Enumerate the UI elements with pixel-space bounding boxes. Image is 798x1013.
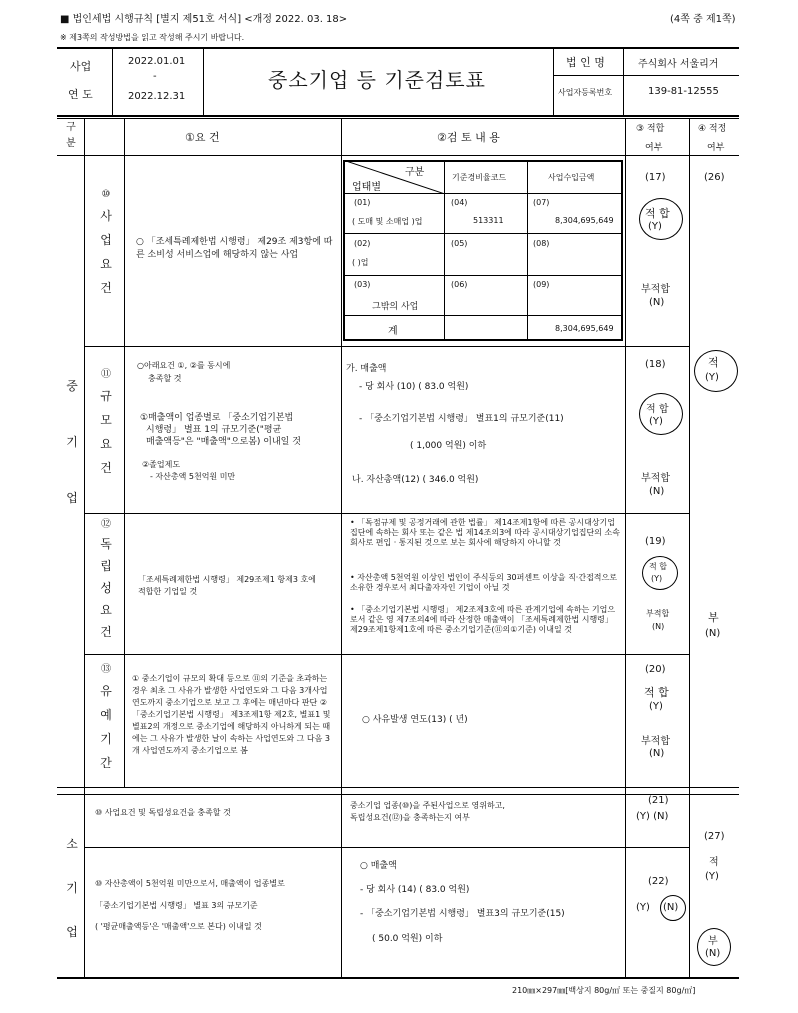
- fit27-ng-n: (N): [705, 948, 721, 959]
- fit20-ok-y: (Y): [649, 701, 663, 712]
- fit4-sme-ng: 부: [708, 611, 719, 624]
- small-rev2d: ( 50.0 억원) 이하: [372, 934, 443, 944]
- fit18-ok-y: (Y): [649, 416, 663, 427]
- fit19-ng-n: (N): [652, 622, 665, 631]
- fit19-ok-y: (Y): [651, 574, 663, 583]
- col-fit4: ④ 적정: [698, 124, 727, 134]
- inner-revenue: 사업수입금액: [548, 173, 595, 182]
- year-label-2: 연 도: [68, 88, 93, 101]
- small-req2b: 「중소기업기본법 시행령」 별표 3의 규모기준: [95, 901, 258, 910]
- fit4-sme-ng-n: (N): [705, 628, 721, 639]
- indep-rev2: • 자산총액 5천억원 이상인 법인이 주식등의 30퍼센트 이상을 직·간접적으로 소유한 경우로서 최다출자자인 기업이 아닐 것: [350, 573, 617, 592]
- fit20-ng: 부적합: [641, 736, 670, 747]
- row2-col2-no: (05): [451, 239, 468, 248]
- fit17-ok-y: (Y): [648, 221, 662, 232]
- fit17-ok: 적 합: [645, 207, 670, 220]
- fit18-ok: 적 합: [646, 404, 669, 415]
- scale-label: ⑪ 규 모 요 건: [100, 369, 112, 475]
- small-rev2c: - 「중소기업기본법 시행령」 별표3의 규모기준(15): [360, 909, 565, 919]
- row1-col2-no: (04): [451, 198, 468, 207]
- inner-gubun: 구분: [405, 167, 425, 178]
- small-req2c: ( '평균매출액등'은 '매출액'으로 본다) 이내일 것: [95, 922, 262, 931]
- grace-requirement: ① 중소기업이 규모의 확대 등으로 ⑪의 기준을 초과하는 경우 최초 그 사유가 발생한 사업연도와 그 다음 3개사업연도까지 중소기업으로 보고 그 후에는 매년마다 판단 ② 「중소기업기본법 시행령」 제3조제1항 제2호, 별표1 및 별표2의 개정으로 중소기업에 해당하지 아니하게 되는 때에는 그 사유가 발생한 날이 속하는 사업연도와 그 다음 3개 사업연도까지 중소기업으로 봄: [132, 674, 331, 755]
- row1-code: 513311: [473, 216, 504, 225]
- fit19-ok: 적 합: [649, 562, 667, 571]
- fit20-ng-n: (N): [649, 748, 665, 759]
- row3-col1-no: (03): [354, 280, 371, 289]
- fit27-ng: 부: [708, 936, 718, 947]
- inner-code: 기준경비율코드: [452, 173, 507, 182]
- row1-industry: ( 도매 및 소매업 )업: [352, 217, 423, 226]
- fit27-ok: 적: [709, 857, 719, 868]
- fit4-sme-ok: 적: [708, 356, 719, 369]
- sum-value: 8,304,695,649: [555, 324, 614, 333]
- scale-rev4: ( 1,000 억원) 이하: [410, 441, 487, 451]
- form-title: 중소기업 등 기준검토표: [268, 68, 486, 92]
- instruction-note: ※ 제3쪽의 작성방법을 읽고 작성해 주시기 바랍니다.: [60, 33, 245, 42]
- fit18-no: (18): [645, 359, 666, 370]
- indep-rev1: • 「독점규제 및 공정거래에 관한 법률」 제14조제1항에 따른 공시대상기업집단에 속하는 회사 또는 같은 법 제14조의3에 따라 공시대상기업집단의 소속회사로 편입 · 통지된 것으로 보는 회사에 해당하지 아니할 것: [350, 518, 620, 547]
- fit27-ok-y: (Y): [705, 871, 719, 882]
- small-rev2b: - 당 회사 (14) ( 83.0 억원): [360, 885, 470, 895]
- fit18-ng: 부적합: [641, 473, 670, 484]
- col-review: ②검 토 내 용: [437, 131, 500, 144]
- fit27-no: (27): [704, 831, 725, 842]
- scale-req2b: 시행령」 별표 1의 규모기준("평균: [146, 425, 282, 435]
- indep-rev3: • 「중소기업기본법 시행령」 제2조제3호에 따른 관계기업에 속하는 기업으로서 같은 영 제7조의4에 따라 산정한 매출액이 「조세특례제한법 시행령」 제29조제1항제1호에 따른 중소기업기준(⑪의①기준) 이내일 것: [350, 605, 616, 634]
- grace-rev: ○ 사유발생 연도(13) ( 년): [362, 715, 468, 725]
- fit17-ng-n: (N): [649, 297, 665, 308]
- fit18-ng-n: (N): [649, 486, 665, 497]
- fit22-no: (22): [648, 876, 669, 887]
- scale-rev3: - 「중소기업기본법 시행령」 별표1의 규모기준(11): [359, 414, 564, 424]
- biz-label: ⑩ 사 업 요 건: [100, 189, 112, 295]
- fit21-yn: (Y) (N): [636, 811, 669, 822]
- fit20-no: (20): [645, 664, 666, 675]
- row3-col3-no: (09): [533, 280, 550, 289]
- row1-revenue: 8,304,695,649: [555, 216, 614, 225]
- small-rev2: ○ 매출액: [360, 861, 397, 871]
- row1-col3-no: (07): [533, 198, 550, 207]
- period-start: 2022.01.01: [128, 56, 186, 67]
- col-fit3: ③ 적합: [636, 124, 665, 134]
- scale-req3b: - 자산총액 5천억원 미만: [150, 472, 236, 481]
- scale-req2: ①매출액이 업종별로 「중소기업기본법: [140, 413, 294, 423]
- scale-req3: ②졸업제도: [142, 460, 181, 469]
- scale-rev1: 가. 매출액: [346, 364, 387, 374]
- indep-label: ⑫ 독 립 성 요 건: [100, 519, 112, 639]
- sum-label: 계: [388, 326, 398, 337]
- scale-rev2: - 당 회사 (10) ( 83.0 억원): [359, 382, 469, 392]
- col-requirements: ①요 건: [185, 131, 220, 144]
- inner-industry: 업태별: [352, 182, 381, 193]
- col-fit3b: 여부: [645, 143, 663, 153]
- fit26-no: (26): [704, 172, 725, 183]
- scale-rev5: 나. 자산총액(12) ( 346.0 억원): [352, 475, 479, 485]
- fit17-no: (17): [645, 172, 666, 183]
- form-reference: ■ 법인세법 시행규칙 [별지 제51호 서식] <개정 2022. 03. 18>: [60, 14, 348, 25]
- row2-col3-no: (08): [533, 239, 550, 248]
- fit22-y: (Y): [636, 902, 650, 913]
- small-side-label: 소 기 업: [66, 837, 78, 939]
- fit4-sme-ok-y: (Y): [705, 372, 719, 383]
- fit17-ng: 부적합: [641, 284, 670, 295]
- year-label-1: 사업: [70, 60, 92, 73]
- scale-req1: ○아래요건 ①, ②를 동시에: [137, 361, 231, 370]
- scale-req1b: 충족할 것: [148, 374, 182, 383]
- corp-name: 주식회사 서울리거: [638, 59, 719, 70]
- fit20-ok: 적 합: [644, 686, 669, 699]
- fit21-no: (21): [648, 795, 669, 806]
- row3-col2-no: (06): [451, 280, 468, 289]
- corp-name-label: 법 인 명: [566, 56, 605, 69]
- small-rev1: 중소기업 업종(⑩)을 주된사업으로 영위하고,: [350, 801, 505, 810]
- row3-industry: 그밖의 사업: [372, 302, 419, 312]
- small-req1: ⑩ 사업요건 및 독립성요건을 충족할 것: [95, 808, 231, 817]
- row2-col1-no: (02): [354, 239, 371, 248]
- grace-label: ⑬ 유 예 기 간: [100, 664, 112, 770]
- sme-side-label: 중 기 업: [66, 379, 78, 505]
- fit19-ng: 부적합: [646, 609, 670, 618]
- biz-requirement: ○ 「조세특례제한법 시행령」 제29조 제3항에 따른 소비성 서비스업에 해당하지 않는 사업: [136, 237, 333, 260]
- paper-spec: 210㎜×297㎜[백상지 80g/㎡ 또는 중질지 80g/㎡]: [512, 986, 696, 995]
- page-indicator: (4쪽 중 제1쪽): [670, 14, 736, 25]
- row1-col1-no: (01): [354, 198, 371, 207]
- small-rev1b: 독립성요건(⑫)을 충족하는지 여부: [350, 813, 470, 822]
- col-fit4b: 여부: [707, 143, 725, 153]
- row2-industry: ( )업: [352, 258, 369, 267]
- small-req2: ⑩ 자산총액이 5천억원 미만으로서, 매출액이 업종별로: [95, 879, 285, 888]
- indep-requirement: 「조세특례제한법 시행령」 제29조제1 항제3 호에 적합한 기업일 것: [138, 575, 316, 596]
- period-end: 2022.12.31: [128, 91, 186, 102]
- fit22-n: (N): [663, 902, 679, 913]
- scale-req2c: 매출액등"은 "매출액"으로봄) 이내일 것: [146, 437, 301, 447]
- col-gubun: 구 분: [66, 122, 76, 149]
- reg-no-label: 사업자등록번호: [558, 88, 613, 97]
- reg-no: 139-81-12555: [648, 86, 719, 97]
- period-dash: -: [153, 71, 157, 82]
- fit19-no: (19): [645, 536, 666, 547]
